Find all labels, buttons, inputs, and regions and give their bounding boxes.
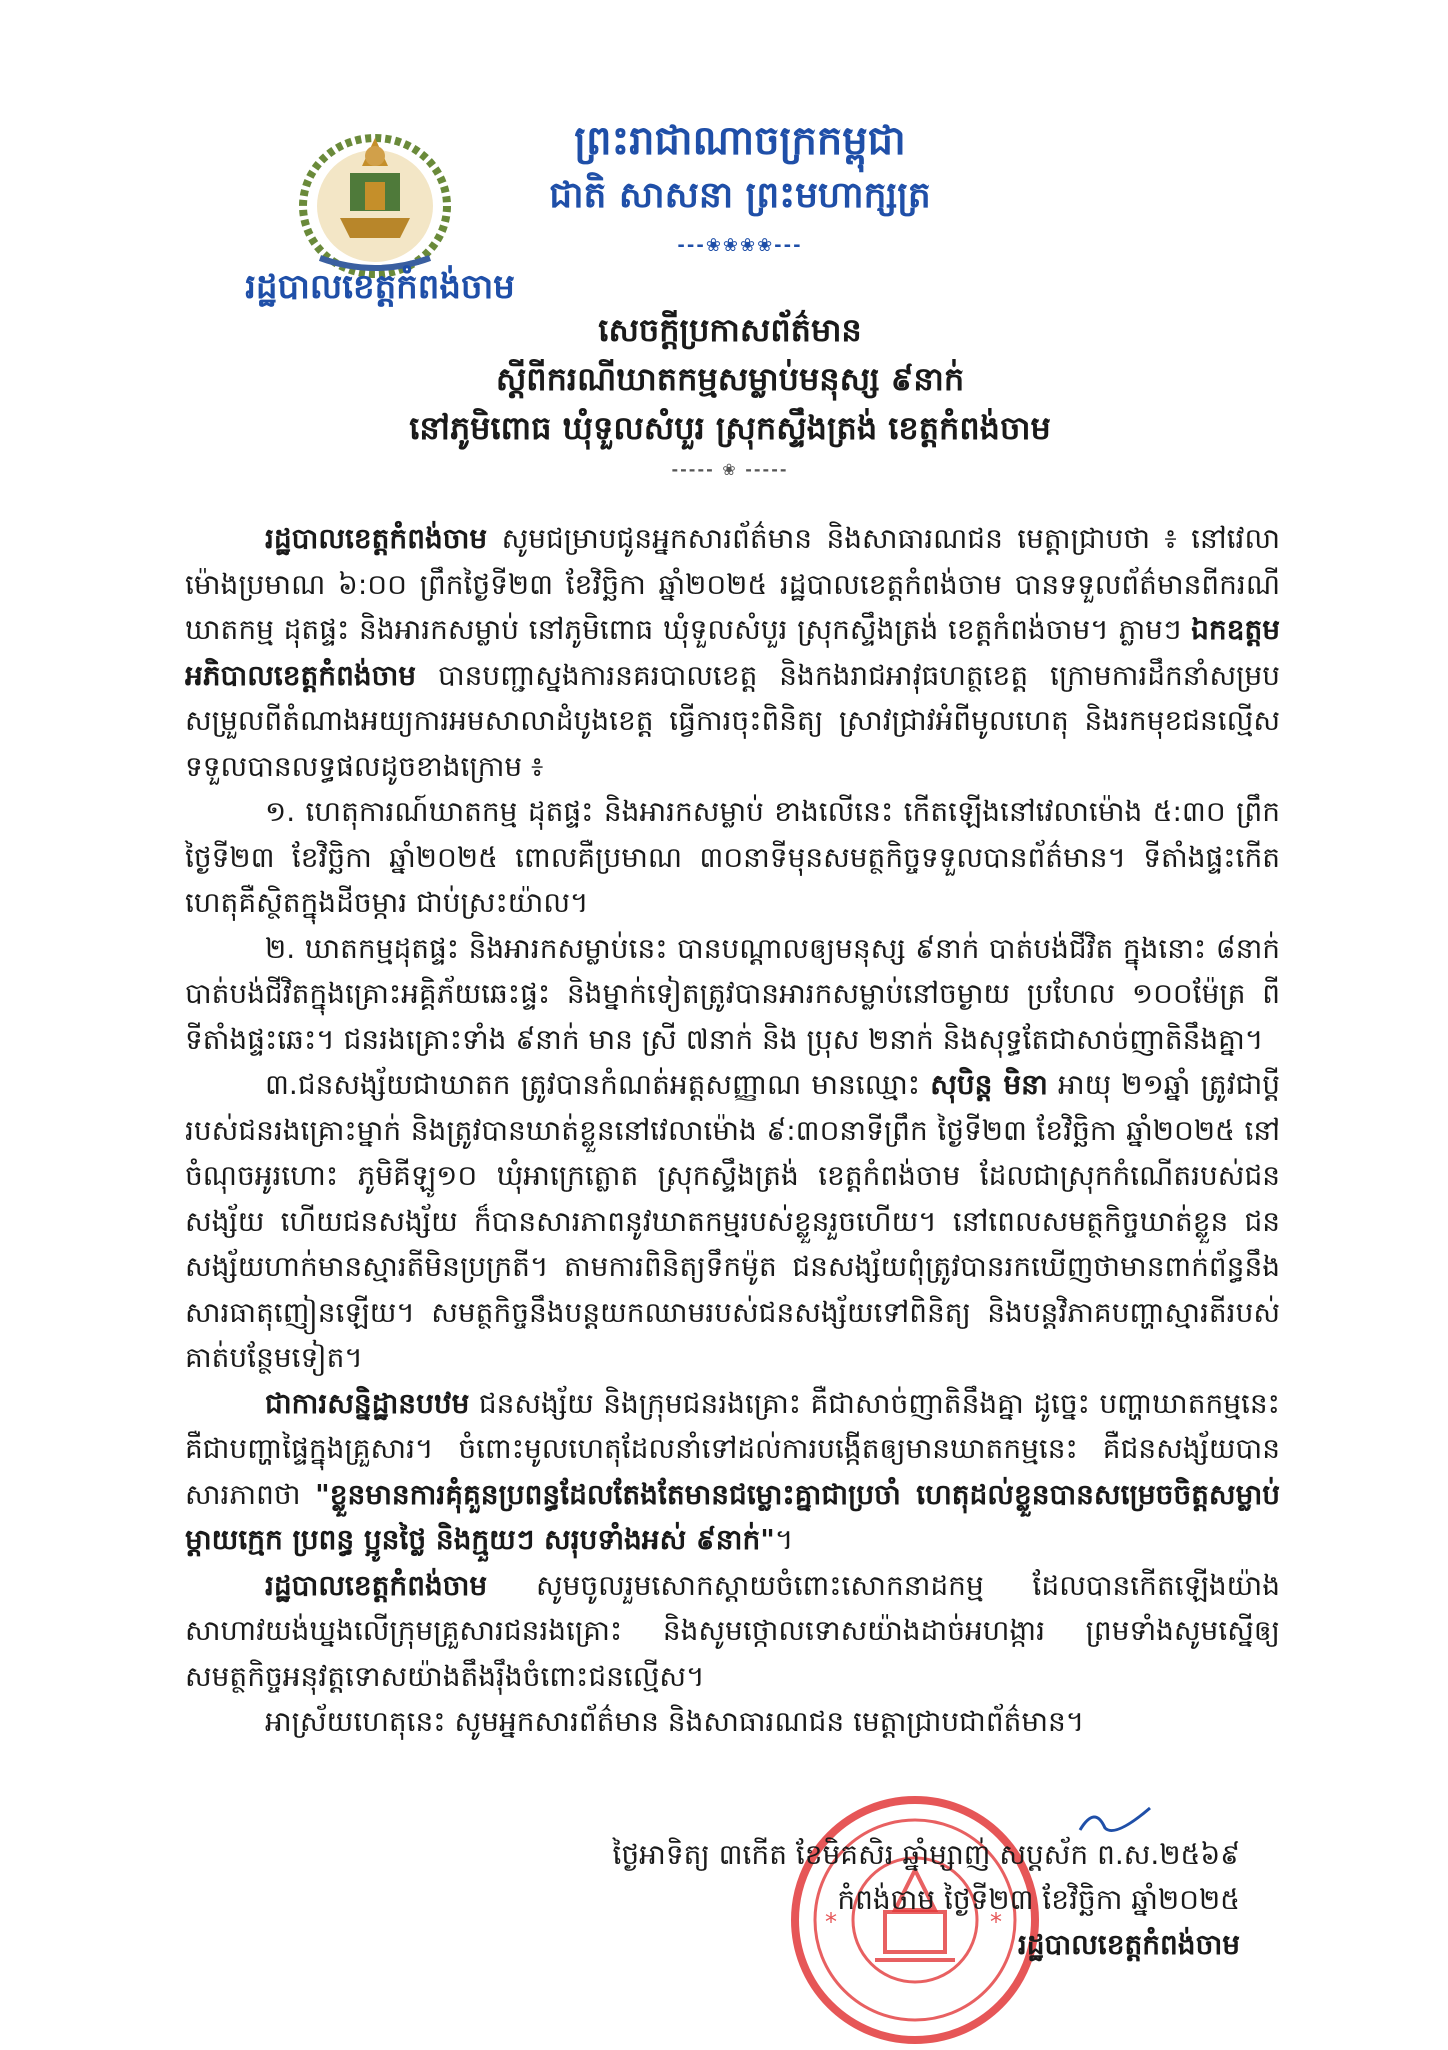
solar-date: កំពង់ចាម ថ្ងៃទី២៣ ខែវិច្ឆិកា ឆ្នាំ២០២៥ (837, 1883, 1240, 1916)
closing-block (600, 1832, 1240, 1967)
bold-governor: ឯកឧត្តមអភិបាលខេត្តកំពង់ចាម (185, 613, 1280, 692)
document-location: នៅភូមិពោធ ឃុំទួលសំបួរ ស្រុកស្ទឹងត្រង់ ខេត្តកំពង់ចាម (409, 409, 1051, 447)
title-divider: ----- ❀ ----- (671, 460, 789, 479)
paragraph-text: បានបញ្ជាស្នងការនគរបាលខេត្ត និងកងរាជអាវុធហត្ថខេត្ត ក្រោមការដឹកនាំសម្របសម្រួលពីតំណាងអយ្យការអមសាលាដំបូងខេត្ត ធ្វើការចុះពិនិត្យ ស្រាវជ្រាវអំពីមូលហេតុ និងរកមុខជនល្មើស ទទួលបានលទ្ធផលដូចខាងក្រោម ៖ (185, 658, 1280, 783)
paragraph-conclusion (185, 1381, 1280, 1563)
signature-stroke-icon (1075, 1800, 1155, 1840)
document-subject: ស្តីពីករណីឃាតកម្មសម្លាប់មនុស្ស ៩នាក់ (495, 360, 965, 398)
bold-conclusion: ជាការសន្និដ្ឋានបឋម (265, 1386, 470, 1420)
paragraph-condolence (185, 1563, 1280, 1700)
bold-quote: "ខ្លួនមានការគុំគួនប្រពន្ធដែលតែងតែមានជម្លោះគ្នាជាប្រចាំ ហេតុដល់ខ្លួនបានសម្រេចចិត្តសម្លាប់ម្តាយក្មេក ប្រពន្ធ ប្អូនថ្លៃ និងក្មួយៗ សរុបទាំងអស់ ៩នាក់" (185, 1477, 1280, 1556)
paragraph-closing: អាស្រ័យហេតុនេះ សូមអ្នកសារព័ត៌មាន និងសាធារណជន មេត្តាជ្រាបជាព័ត៌មាន។ (265, 1705, 1085, 1738)
paragraph-text: ៣.ជនសង្ស័យជាឃាតក ត្រូវបានកំណត់អត្តសញ្ញាណ មានឈ្មោះ (265, 1068, 931, 1101)
paragraph-text: អាយុ ២១ឆ្នាំ ត្រូវជាប្តីរបស់ជនរងគ្រោះម្នាក់ និងត្រូវបានឃាត់ខ្លួននៅវេលាម៉ោង ៩:៣០នាទីព្រឹក ថ្ងៃទី២៣ ខែវិច្ឆិកា ឆ្នាំ២០២៥ នៅចំណុចអូរហោះ ភូមិគីឡូ១០ ឃុំអាក្រេត្លោត ស្រុកស្ទឹងត្រង់ ខេត្តកំពង់ចាម ដែលជាស្រុកកំណើតរបស់ជនសង្ស័យ ហើយជនសង្ស័យ ក៏បានសារភាពនូវឃាតកម្មរបស់ខ្លួនរួចហើយ។ នៅពេលសមត្ថកិច្ចឃាត់ខ្លួន ជនសង្ស័យហាក់មានស្មារតីមិនប្រក្រតី។ តាមការពិនិត្យទឹកម៉ូត ជនសង្ស័យពុំត្រូវបានរកឃើញថាមានពាក់ព័ន្ធនឹងសារធាតុញៀនឡើយ។ សមត្ថកិច្ចនឹងបន្តយកឈាមរបស់ជនសង្ស័យទៅពិនិត្យ និងបន្តវិភាគបញ្ហាស្មារតីរបស់គាត់បន្ថែមទៀត។ (185, 1068, 1281, 1374)
header-ornament: ---❀❀❀❀--- (677, 235, 803, 256)
bold-authority: រដ្ឋបាលខេត្តកំពង់ចាម (265, 1568, 488, 1602)
bold-authority: រដ្ឋបាលខេត្តកំពង់ចាម (265, 522, 488, 555)
lunar-date: ថ្ងៃអាទិត្យ ៣កើត ខែមិគសិរ ឆ្នាំម្សាញ់ សប្តស័ក ព.ស.២៥៦៩ (612, 1838, 1240, 1871)
document-body (185, 516, 1280, 1745)
signatory: រដ្ឋបាលខេត្តកំពង់ចាម (1017, 1928, 1240, 1961)
national-motto: ជាតិ សាសនា ព្រះមហាក្សត្រ (549, 175, 931, 216)
issuing-authority: រដ្ឋបាលខេត្តកំពង់ចាម (245, 267, 515, 307)
document-title: សេចក្តីប្រកាសព័ត៌មាន (598, 311, 862, 349)
paragraph-text: ។ (774, 1523, 794, 1556)
paragraph-text: សូមជម្រាបជូនអ្នកសារព័ត៌មាន និងសាធារណជន មេត្តាជ្រាបថា ៖ នៅវេលាម៉ោងប្រមាណ ៦:០០ ព្រឹកថ្ងៃទី២៣ ខែវិច្ឆិកា ឆ្នាំ២០២៥ រដ្ឋបាលខេត្តកំពង់ចាម បានទទួលព័ត៌មានពីករណីឃាតកម្ម ដុតផ្ទះ និងអារកសម្លាប់ នៅភូមិពោធ ឃុំទួលសំបួរ ស្រុកស្ទឹងត្រង់ ខេត្តកំពង់ចាម។ ភ្លាមៗ (185, 522, 1280, 646)
paragraph-point-3 (185, 1062, 1280, 1381)
paragraph-text: សូមចូលរួមសោកស្តាយចំពោះសោកនាដកម្ម ដែលបានកើតឡើងយ៉ាងសាហាវយង់ឃ្នងលើក្រុមគ្រួសារជនរងគ្រោះ និងសូមថ្កោលទោសយ៉ាងដាច់អហង្ការ ព្រមទាំងសូមស្នើឲ្យសមត្ថកិច្ចអនុវត្តទោសយ៉ាងតឹងរ៉ឹងចំពោះជនល្មើស។ (185, 1568, 1280, 1693)
paragraph-intro (185, 516, 1280, 789)
kingdom-name: ព្រះរាជាណាចក្រកម្ពុជា (574, 118, 906, 164)
paragraph-text: ជនសង្ស័យ និងក្រុមជនរងគ្រោះ គឺជាសាច់ញាតិនឹងគ្នា ដូច្នេះ បញ្ហាឃាតកម្មនេះ គឺជាបញ្ហាផ្ទៃក្នុងគ្រួសារ។ ចំពោះមូលហេតុដែលនាំទៅដល់ការបង្កើតឲ្យមានឃាតកម្មនេះ គឺជនសង្ស័យបានសារភាពថា (185, 1386, 1280, 1511)
provincial-emblem-icon (280, 118, 470, 278)
svg-text:*: * (825, 1908, 837, 1936)
kingdom-header (520, 112, 960, 256)
paragraph-point-1: ១. ហេតុការណ៍ឃាតកម្ម ដុតផ្ទះ និងអារកសម្លាប់ ខាងលើនេះ កើតឡើងនៅវេលាម៉ោង ៥:៣០ ព្រឹក ថ្ងៃទី២៣ ខែវិច្ឆិកា ឆ្នាំ២០២៥ ពោលគឺប្រមាណ ៣០នាទីមុនសមត្ថកិច្ចទទួលបានព័ត៌មាន។ ទីតាំងផ្ទះកើតហេតុគឺស្ថិតក្នុងដីចម្ការ ជាប់ស្រះយ៉ាល។ (185, 795, 1280, 919)
paragraph-point-2: ២. ឃាតកម្មដុតផ្ទះ និងអារកសម្លាប់នេះ បានបណ្តាលឲ្យមនុស្ស ៩នាក់ បាត់បង់ជីវិត ក្នុងនោះ ៨នាក់ បាត់បង់ជីវិតក្នុងគ្រោះអគ្គិភ័យឆេះផ្ទះ និងម្នាក់ទៀតត្រូវបានអារកសម្លាប់នៅចម្ងាយ ប្រហែល ១០០ម៉ែត្រ ពីទីតាំងផ្ទះឆេះ។ ជនរងគ្រោះទាំង ៩នាក់ មាន ស្រី ៧នាក់ និង ប្រុស ២នាក់ និងសុទ្ធតែជាសាច់ញាតិនឹងគ្នា។ (185, 931, 1280, 1056)
document-title-block (300, 306, 1160, 481)
svg-text:*: * (990, 1908, 1002, 1936)
bold-suspect-name: សុបិន្ត មិនា (930, 1068, 1048, 1101)
